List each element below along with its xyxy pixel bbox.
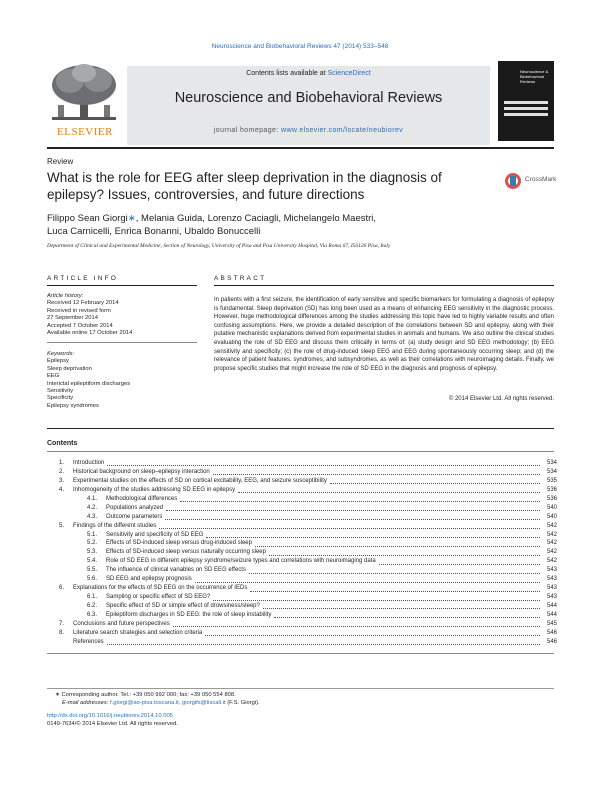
toc-number: 2. [58, 468, 64, 475]
toc-entry[interactable] [47, 486, 557, 495]
toc-number: 6. [58, 585, 64, 592]
journal-cover-image [498, 61, 554, 141]
toc-leader [263, 607, 540, 609]
toc-leader [206, 536, 540, 538]
toc-page[interactable]: 535 [546, 477, 557, 484]
toc-page[interactable]: 540 [546, 513, 557, 520]
toc-label[interactable]: References [73, 638, 104, 645]
author-list [47, 212, 527, 238]
toc-leader [269, 554, 540, 556]
sciencedirect-link[interactable]: ScienceDirect [327, 70, 371, 77]
author-name[interactable]: Filippo Sean Giorgi [47, 213, 128, 224]
email-suffix: (F.S. Giorgi). [227, 700, 260, 706]
corresponding-author-note: ∗ Corresponding author. Tel.: +39 050 992 000; fax: +39 050 554 808. [55, 692, 236, 698]
toc-page[interactable]: 542 [546, 558, 557, 565]
toc-page[interactable]: 542 [546, 522, 557, 529]
toc-label[interactable]: Conclusions and future perspectives [73, 620, 170, 627]
toc-leader [250, 590, 540, 592]
toc-label[interactable]: Epileptiform discharges in SD EEG: the role of sleep instability [106, 611, 272, 618]
toc-page[interactable]: 544 [546, 603, 557, 609]
toc-page[interactable]: 546 [546, 629, 557, 636]
article-history [47, 293, 197, 337]
toc-page[interactable]: 545 [546, 620, 557, 627]
toc-entry[interactable] [47, 495, 557, 504]
toc-entry[interactable] [47, 548, 557, 557]
journal-citation[interactable]: Neuroscience and Biobehavioral Reviews 47 (2014) 533–548 [211, 43, 389, 50]
crossmark-badge[interactable] [504, 172, 564, 190]
toc-leader [213, 473, 540, 475]
toc-entry[interactable] [47, 575, 557, 584]
toc-entry[interactable] [47, 513, 557, 522]
contents-prefix: Contents lists available at [246, 70, 326, 77]
keyword: Interictal epileptiform discharges [47, 380, 131, 387]
affiliation: Department of Clinical and Experimental Medicine, Section of Neurology, University of Pisa and Pisa University Hospital, Via Roma 67, I56126 Pisa, Italy [47, 243, 391, 249]
corresponding-author-mark[interactable]: ∗ [127, 213, 136, 224]
toc-leader [159, 527, 540, 529]
contents-available-line [127, 70, 490, 77]
toc-number: 5.5. [86, 567, 97, 574]
toc-entry[interactable] [47, 620, 557, 629]
crossmark-label: CrossMark [525, 176, 557, 183]
toc-entry[interactable] [47, 531, 557, 540]
toc-entry[interactable] [47, 602, 557, 611]
toc-leader [238, 491, 540, 493]
toc-label[interactable]: Introduction [73, 460, 105, 466]
toc-entry[interactable] [47, 593, 557, 602]
toc-number: 6.2. [86, 603, 97, 609]
toc-entry[interactable] [47, 611, 557, 620]
toc-number: 5.3. [86, 549, 97, 556]
toc-entry[interactable] [47, 629, 557, 638]
toc-page[interactable]: 543 [546, 585, 557, 592]
toc-page[interactable]: 543 [546, 594, 557, 601]
toc-label[interactable]: Explanations for the effects of SD EEG on the occurrence of IEDs [73, 585, 248, 592]
toc-label[interactable]: Effects of SD-induced sleep versus naturally occurring sleep [106, 549, 266, 556]
keywords [47, 351, 197, 410]
toc-label[interactable]: Specific effect of SD or simple effect of drowsiness/sleep? [106, 603, 260, 609]
toc-number: 5.6. [86, 576, 97, 583]
toc-number: 7. [58, 620, 64, 627]
homepage-link[interactable]: www.elsevier.com/locate/neubiorev [281, 127, 404, 134]
toc-page[interactable]: 540 [546, 504, 557, 511]
contents-bottom-rule [47, 653, 554, 654]
toc-leader [205, 634, 540, 636]
toc-leader [107, 643, 540, 645]
toc-number: 4.2. [86, 504, 97, 511]
elsevier-wordmark: ELSEVIER [57, 126, 113, 138]
email-links[interactable]: f.giorgi@ao-pisa.toscana.it, giorgifs@tiscali.it [110, 700, 226, 706]
toc-leader [330, 482, 540, 484]
toc-label[interactable]: The influence of clinical variables on SD EEG effects [106, 567, 246, 574]
cover-stripe [504, 107, 548, 110]
cover-title: Neuroscience & Biobehavioral Reviews [520, 69, 549, 84]
keyword: Sensitivity [47, 388, 74, 395]
toc-page[interactable]: 543 [546, 576, 557, 583]
article-info-header: ARTICLE INFO [47, 275, 119, 282]
toc-number: 3. [58, 477, 64, 484]
keywords-label: Keywords: [47, 351, 75, 357]
article-type: Review [47, 157, 74, 166]
toc-label[interactable]: Experimental studies on the effects of SD on cortical excitability, EEG, and seizure susceptibility [73, 477, 327, 484]
toc-page[interactable]: 536 [546, 495, 557, 502]
toc-leader [180, 500, 540, 502]
author-names: , Melania Guida, Lorenzo Caciagli, Michelangelo Maestri, [135, 213, 377, 224]
toc-label[interactable]: Historical background on sleep–epilepsy interaction [73, 468, 210, 475]
toc-leader [195, 581, 540, 583]
crossmark-icon [504, 172, 522, 190]
toc-entry[interactable] [47, 468, 557, 477]
toc-entry[interactable] [47, 539, 557, 548]
toc-entry[interactable] [47, 504, 557, 513]
toc-page[interactable]: 534 [546, 468, 557, 475]
footnote-rule [47, 688, 554, 689]
toc-label[interactable]: SD EEG and epilepsy prognosis [106, 576, 192, 583]
toc-number: 4.3. [86, 513, 97, 520]
keyword: Specificity [47, 395, 74, 402]
keyword: EEG [47, 373, 60, 380]
toc-leader [255, 545, 540, 547]
email-line [62, 700, 572, 708]
toc-page[interactable]: 536 [546, 486, 557, 493]
toc-number: 5.4. [86, 558, 97, 565]
toc-page[interactable]: 542 [546, 531, 557, 538]
toc-leader [165, 518, 540, 520]
table-of-contents [47, 459, 557, 647]
abstract-text: In patients with a first seizure, the identification of early sensitive and specific biomarkers for formulating a diagnosis of epilepsy is fundamental. Sleep deprivation (SD) has long been used as a means of enhancing EEG sensitivity in the diagnostic process. However, huge methodological differences among the studies addressing this topic have led to highly variable results and often confusing assumptions. Here, we provide a detailed description of the correlations between SD and epilepsy, along with their putative mechanistic explanations derived from experimental studies in animals and humans. We also outline the clinical studies evaluating the role of SD EEG and discuss them critically in terms of: (a) study design and SD EEG methodology; (b) EEG sensitivity and specificity; (c) the role of drug-induced sleep EEG and EEG during spontaneously occurring sleep; and (d) the relevance of patient features, syndromes, and subsyndromes, as well as their correlations with neuroimaging details. Finally, we propose specific studies that might increase the role of SD EEG in the diagnosis and prognosis of epilepsy. [214, 297, 554, 372]
toc-number: 5.1. [86, 531, 97, 538]
toc-entry[interactable] [47, 459, 557, 468]
toc-entry[interactable] [47, 638, 557, 647]
history-item: Received in revised form [47, 307, 111, 314]
toc-entry[interactable] [47, 477, 557, 486]
toc-page[interactable]: 543 [546, 567, 557, 574]
toc-number: 6.3. [86, 611, 97, 618]
journal-homepage [127, 127, 490, 134]
toc-label[interactable]: Outcome parameters [106, 513, 163, 520]
toc-label[interactable]: Sampling or specific effect of SD EEG? [106, 594, 211, 601]
keyword: Sleep deprivation [47, 365, 92, 372]
history-item: 27 September 2014 [47, 315, 98, 322]
toc-page[interactable]: 534 [546, 460, 557, 466]
toc-number: 4.1. [86, 495, 97, 502]
toc-number: 6.1. [86, 594, 97, 601]
toc-label[interactable]: Sensitivity and specificity of SD EEG [106, 531, 204, 538]
toc-number: 8. [58, 629, 64, 636]
article-title: What is the role for EEG after sleep deprivation in the diagnosis of epilepsy? Issues, controversies, and future directions [47, 170, 442, 202]
toc-label[interactable]: Literature search strategies and selection criteria [73, 629, 203, 636]
toc-entry[interactable] [47, 522, 557, 531]
toc-page[interactable]: 544 [546, 611, 557, 618]
email-label: E-mail addresses: [62, 700, 109, 706]
masthead-rule [47, 147, 554, 149]
history-item: Available online 17 October 2014 [47, 330, 133, 337]
toc-leader [379, 563, 540, 565]
doi-link[interactable]: http://dx.doi.org/10.1016/j.neubiorev.2014.10.005 [47, 713, 173, 719]
contents-title: Contents [47, 440, 78, 447]
toc-entry[interactable] [47, 566, 557, 575]
toc-number: 1. [58, 460, 64, 466]
toc-leader [249, 572, 540, 574]
abstract-rule [214, 285, 554, 286]
article-info-rule [47, 285, 197, 286]
toc-leader [274, 616, 540, 618]
toc-label[interactable]: Inhomogeneity of the studies addressing SD EEG in epilepsy [73, 486, 236, 493]
keyword: Epilepsy syndromes [47, 402, 99, 409]
toc-page[interactable]: 542 [546, 540, 557, 547]
toc-label[interactable]: Methodological differences [106, 495, 178, 502]
keyword: Epilepsy [47, 358, 69, 365]
abstract-bottom-rule [47, 428, 554, 429]
toc-leader [173, 625, 540, 627]
cover-stripe [504, 113, 548, 116]
toc-number: 5. [58, 522, 64, 529]
toc-entry[interactable] [47, 557, 557, 566]
toc-label[interactable]: Role of SD EEG in different epilepsy syndrome/seizure types and correlations with neuroimaging data [106, 558, 376, 565]
history-item: Accepted 7 October 2014 [47, 322, 113, 329]
history-label: Article history: [47, 293, 84, 299]
author-names: Luca Carnicelli, Enrica Bonanni, Ubaldo Bonuccelli [47, 226, 261, 237]
journal-title: Neuroscience and Biobehavioral Reviews [174, 90, 443, 106]
toc-leader [107, 464, 540, 466]
toc-entry[interactable] [47, 584, 557, 593]
cover-stripe [504, 101, 548, 104]
contents-rule [47, 451, 554, 452]
abstract-copyright: © 2014 Elsevier Ltd. All rights reserved. [448, 396, 554, 402]
history-item: Received 12 February 2014 [47, 300, 119, 307]
toc-page[interactable]: 546 [546, 638, 557, 645]
toc-number: 5.2. [86, 540, 97, 547]
info-divider [47, 342, 197, 343]
toc-leader [166, 509, 540, 511]
toc-label[interactable]: Effects of SD-induced sleep versus drug-induced sleep [106, 540, 252, 547]
rights-line: 0149-7634/© 2014 Elsevier Ltd. All rights reserved. [47, 721, 178, 727]
toc-number: 4. [58, 486, 64, 493]
homepage-prefix: journal homepage: [213, 127, 279, 134]
toc-label[interactable]: Findings of the different studies [73, 522, 157, 529]
abstract-header: ABSTRACT [214, 275, 267, 282]
toc-page[interactable]: 542 [546, 549, 557, 556]
toc-leader [213, 599, 540, 601]
toc-label[interactable]: Populations analyzed [106, 504, 164, 511]
